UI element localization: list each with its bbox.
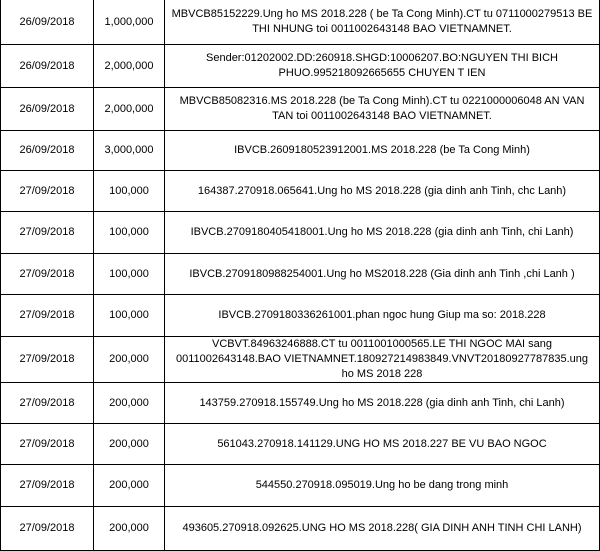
table-row bbox=[1, 507, 600, 551]
amount-cell: 200,000 bbox=[94, 507, 165, 551]
table-row bbox=[1, 424, 600, 465]
amount-cell: 100,000 bbox=[94, 212, 165, 254]
date-cell: 27/09/2018 bbox=[1, 171, 94, 212]
date-cell: 27/09/2018 bbox=[1, 337, 94, 383]
table-row bbox=[1, 131, 600, 171]
amount-cell: 1,000,000 bbox=[94, 0, 165, 45]
date-cell: 27/09/2018 bbox=[1, 424, 94, 465]
date-cell: 27/09/2018 bbox=[1, 465, 94, 507]
amount-cell: 100,000 bbox=[94, 254, 165, 295]
description-cell: MBVCB85082316.MS 2018.228 (be Ta Cong Minh).CT tu 0221000006048 AN VAN TAN toi 0011002643148 BAO VIETNAMNET. bbox=[165, 88, 600, 131]
description-cell: 143759.270918.155749.Ung ho MS 2018.228 (gia dinh anh Tinh, chi Lanh) bbox=[165, 383, 600, 424]
date-cell: 26/09/2018 bbox=[1, 131, 94, 171]
table-row bbox=[1, 171, 600, 212]
table-row bbox=[1, 212, 600, 254]
amount-cell: 200,000 bbox=[94, 424, 165, 465]
date-cell: 26/09/2018 bbox=[1, 0, 94, 45]
table-row bbox=[1, 254, 600, 295]
description-cell: 561043.270918.141129.UNG HO MS 2018.227 BE VU BAO NGOC bbox=[165, 424, 600, 465]
amount-cell: 100,000 bbox=[94, 295, 165, 337]
description-cell: MBVCB85152229.Ung ho MS 2018.228 ( be Ta Cong Minh).CT tu 0711000279513 BE THI NHUNG toi 0011002643148 BAO VIETNAMNET. bbox=[165, 0, 600, 45]
date-cell: 27/09/2018 bbox=[1, 295, 94, 337]
table-row bbox=[1, 465, 600, 507]
table-row bbox=[1, 337, 600, 383]
description-cell: 493605.270918.092625.UNG HO MS 2018.228( GIA DINH ANH TINH CHI LANH) bbox=[165, 507, 600, 551]
description-cell: IBVCB.2709180405418001.Ung ho MS 2018.228 (gia dinh anh Tinh, chi Lanh) bbox=[165, 212, 600, 254]
amount-cell: 3,000,000 bbox=[94, 131, 165, 171]
date-cell: 27/09/2018 bbox=[1, 383, 94, 424]
date-cell: 27/09/2018 bbox=[1, 212, 94, 254]
table-row bbox=[1, 88, 600, 131]
description-cell: 544550.270918.095019.Ung ho be dang trong minh bbox=[165, 465, 600, 507]
description-cell: IBVCB.2709180336261001.phan ngoc hung Giup ma so: 2018.228 bbox=[165, 295, 600, 337]
table-row bbox=[1, 295, 600, 337]
amount-cell: 100,000 bbox=[94, 171, 165, 212]
amount-cell: 2,000,000 bbox=[94, 45, 165, 88]
description-cell: IBVCB.2609180523912001.MS 2018.228 (be Ta Cong Minh) bbox=[165, 131, 600, 171]
date-cell: 27/09/2018 bbox=[1, 254, 94, 295]
description-cell: IBVCB.2709180988254001.Ung ho MS2018.228 (Gia dinh anh Tinh ,chi Lanh ) bbox=[165, 254, 600, 295]
date-cell: 26/09/2018 bbox=[1, 45, 94, 88]
date-cell: 26/09/2018 bbox=[1, 88, 94, 131]
description-cell: VCBVT.84963246888.CT tu 0011001000565.LE THI NGOC MAI sang 0011002643148.BAO VIETNAMNET.180927214983849.VNVT20180927787835.ung ho MS 2018 228 bbox=[165, 337, 600, 383]
description-cell: Sender:01202002.DD:260918.SHGD:10006207.BO:NGUYEN THI BICH PHUO.995218092665655 CHUYEN T IEN bbox=[165, 45, 600, 88]
amount-cell: 200,000 bbox=[94, 383, 165, 424]
table-row bbox=[1, 383, 600, 424]
table-row bbox=[1, 0, 600, 45]
date-cell: 27/09/2018 bbox=[1, 507, 94, 551]
amount-cell: 200,000 bbox=[94, 465, 165, 507]
amount-cell: 2,000,000 bbox=[94, 88, 165, 131]
description-cell: 164387.270918.065641.Ung ho MS 2018.228 (gia dinh anh Tinh, chc Lanh) bbox=[165, 171, 600, 212]
amount-cell: 200,000 bbox=[94, 337, 165, 383]
table-row bbox=[1, 45, 600, 88]
